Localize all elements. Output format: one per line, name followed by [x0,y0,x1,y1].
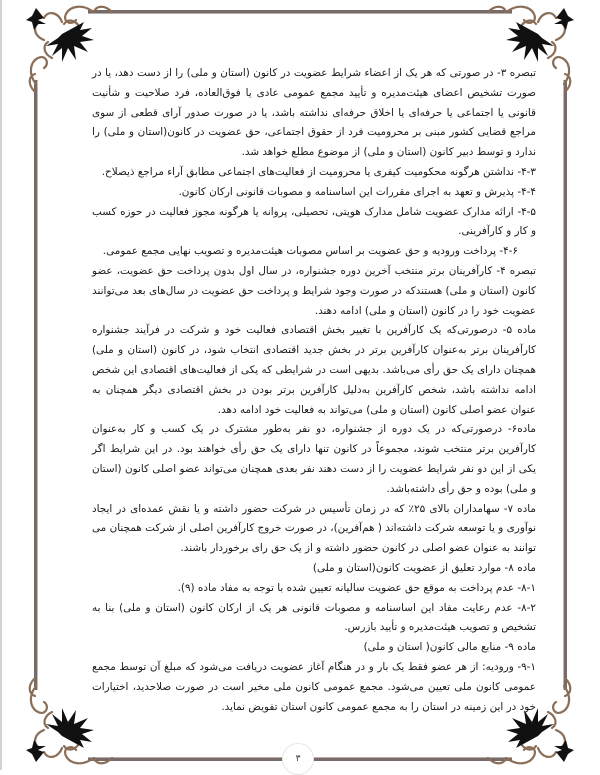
article-7-paragraph: ماده ۷- سهامداران بالای ۲۵٪ که در زمان تأسیس در شرکت حضور داشته و یا نقش عمده‌ای در ایجاد نوآوری و یا توسعه شرکت داشته‌اند ( هم‌آفرین)، در صورت خروج کارآفرین اصلی از شرکت همچنان می توانند به عنوان عضو اصلی در کانون حضور داشته و از یک حق رای برخوردار باشند. [92,502,536,555]
document-body [92,64,536,717]
article-6-paragraph: ماده۶- درصورتی‌که در یک دوره از جشنواره، دو نفر به‌طور مشترک در یک کسب و کار به‌عنوان کارآفرین برتر منتخب شوند، مجموعاً در کانون تنها دارای یک حق رأی خواهند بود. در این شرایط اگر یکی از این دو نفر شرایط عضویت را از دست دهند نفر بعدی همچنان می‌تواند عضو اصلی کانون (استان و ملی) بوده و حق رأی داشته‌باشد. [92,423,536,495]
clause-4-3: ۴-۳- نداشتن هرگونه محکومیت کیفری یا محرومیت از فعالیت‌های اجتماعی مطابق آراء مراجع ذیصلاح. [101,165,536,178]
clause-4-5: ۴-۵- ارائه مدارک عضویت شامل مدارک هویتی، تحصیلی، پروانه یا هرگونه مجوز فعالیت در حوزه کسب و کار و کارآفرینی. [92,205,536,238]
frame-border-right [564,80,567,690]
article-8-heading: ماده ۸- موارد تعلیق از عضویت کانون(استان و ملی) [312,561,536,574]
clause-8-1: ۸-۱- عدم پرداخت به موقع حق عضویت سالیانه تعیین شده با توجه به مفاد ماده (۹). [177,581,536,594]
frame-border-top [88,10,512,13]
article-9-heading: ماده ۹- منابع مالی کانون( استان و ملی) [363,641,536,654]
note-4-paragraph: تبصره ۴- کارآفرینان برتر منتخب آخرین دوره جشنواره، در سال اول بدون پرداخت حق عضویت، عضو کانون (استان و ملی) هستندکه در صورت وجود شرایط و پرداخت حق عضویت در سال‌های بعد می‌توانند عضویت خود را در کانون (استان و ملی) ادامه دهند. [92,264,536,317]
article-5-paragraph: ماده ۵- درصورتی‌که یک کارآفرین با تغییر بخش اقتصادی فعالیت خود و شرکت در فرآیند جشنواره کارآفرینان برتر به‌عنوان کارآفرین برتر در بخش جدید اقتصادی انتخاب شود، در کانون (استان و ملی) همچنان دارای یک حق رأی می‌باشد. بدیهی است در شرایطی که یکی از فعالیت‌های اقتصادی این شخص ادامه نداشته باشد، شخص کارآفرین به‌دلیل کارآفرین برتر بودن در بخش اقتصادی دیگر همچنان به عنوان عضو اصلی کانون (استان و ملی) می‌تواند به فعالیت خود ادامه دهد. [92,324,537,416]
clause-8-2: ۸-۲- عدم رعایت مفاد این اساسنامه و مصوبات قانونی هر یک از ارکان کانون (استان و ملی) بنا به تشخیص و تصویب هیئت‌مدیره و تأیید بازرس. [92,601,536,634]
frame-border-left [34,80,37,690]
clause-4-4: ۴-۴- پذیرش و تعهد به اجرای مقررات این اساسنامه و مصوبات قانونی ارکان کانون. [178,185,536,198]
clause-9-1: ۹-۱- ورودیه: از هر عضو فقط یک بار و در هنگام آغاز عضویت دریافت می‌شود که مبلغ آن توسط مجمع عمومی کانون ملی تعیین می‌شود. مجمع عمومی کانون ملی مخیر است در صورت صلاحدید، اختیارات خود در این زمینه در استان را به مجمع عمومی کانون استان تفویض نماید. [92,660,536,713]
note-3-paragraph: تبصره ۳- در صورتی که هر یک از اعضاء شرایط عضویت در کانون (استان و ملی) را از دست دهد، یا در صورت تشخیص اعضای هیئت‌مدیره و تأیید مجمع عمومی عادی یا فوق‌العاده، فرد صلاحیت و شأنیت قانونی یا اجتماعی یا حرفه‌ای یا اخلاق حرفه‌ای نداشته باشد، یا در صورت صدور آرای قطعی از سوی مراجع قضایی کشور مبنی بر محرومیت فرد از حقوق اجتماعی، حق عضویت در کانون(استان و ملی) را ندارد و توسط دبیر کانون (استان و ملی) از موضوع مطلع خواهد شد. [92,67,536,159]
page-number: ۳ [282,743,314,775]
clause-4-6: ۴-۶- پرداخت ورودیه و حق عضویت بر اساس مصوبات هیئت‌مدیره و تصویب نهایی مجمع عمومی. [102,245,518,258]
